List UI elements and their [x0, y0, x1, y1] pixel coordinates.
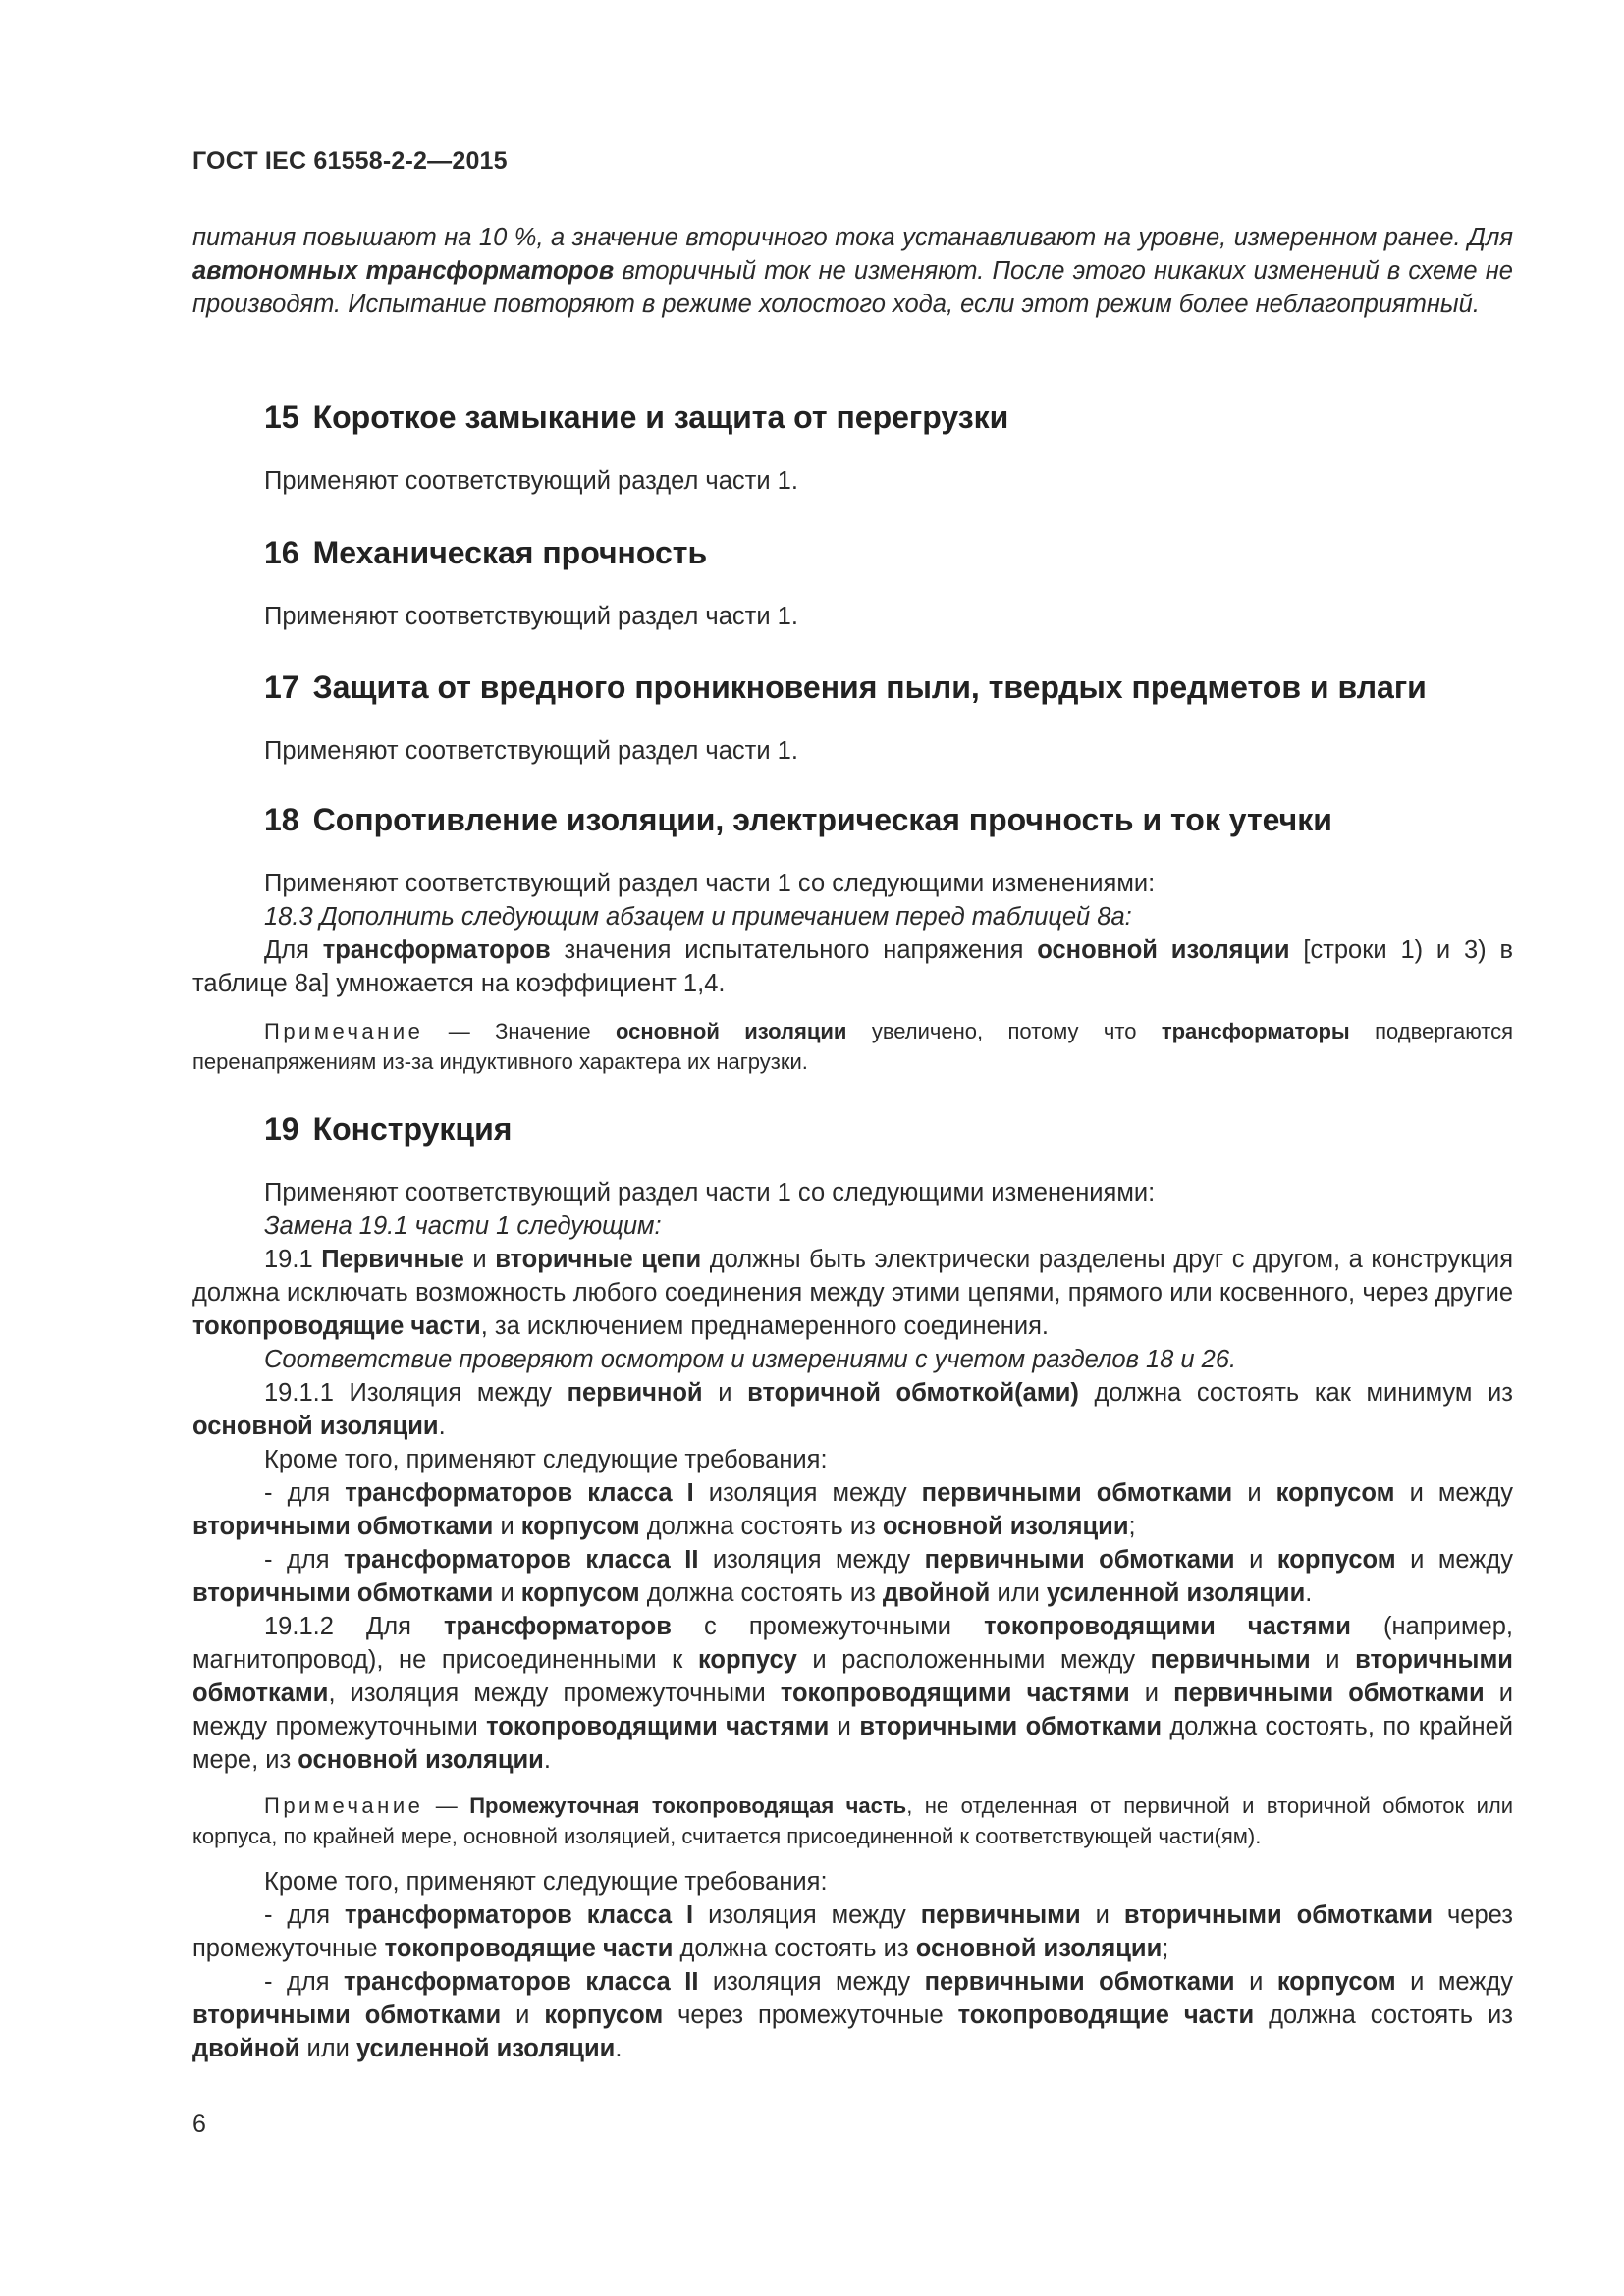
clause-19-1 — [192, 1243, 1513, 1343]
text-run: и — [1232, 1479, 1276, 1507]
text-run: или — [299, 2035, 356, 2062]
section-15 — [192, 398, 1513, 498]
section-title: Защита от вредного проникновения пыли, твердых предметов и влаги — [312, 669, 1427, 705]
text-run: вторичный ток не изменяют. После этого никаких изменений в схеме не производят. Испытание повторяют в режиме холостого хода, если этот режим более неблагоприятный. — [192, 257, 1513, 318]
term-bold: токопроводящие части — [957, 2002, 1255, 2029]
requirement-class-1 — [192, 1476, 1513, 1543]
term-bold: первичными — [920, 1901, 1081, 1929]
text-run: подвергаются перенапряжениям из-за индуктивного характера их нагрузки. — [192, 1019, 1514, 1074]
term-bold: корпусом — [520, 1513, 640, 1540]
text-run: и — [702, 1379, 748, 1407]
section-title: Сопротивление изоляции, электрическая прочность и ток утечки — [312, 802, 1332, 837]
section-17-heading — [192, 667, 1513, 707]
term-bold: первичными обмотками — [921, 1479, 1233, 1507]
section-16-text: Применяют соответствующий раздел части 1. — [264, 603, 798, 630]
term-bold: вторичными обмотками — [192, 2002, 502, 2029]
term-bold: первичными обмотками — [1173, 1680, 1485, 1707]
term-bold: вторичной обмоткой(ами) — [747, 1379, 1079, 1407]
term-bold: вторичными обмотками — [859, 1713, 1163, 1740]
text-run: — Значение — [423, 1019, 616, 1043]
term-bold: токопроводящими частями — [486, 1713, 830, 1740]
replacement-note: Замена 19.1 части 1 следующим: — [264, 1212, 662, 1240]
term-bold: вторичные цепи — [495, 1246, 702, 1273]
section-number: 19 — [264, 1111, 299, 1147]
text-run: или — [990, 1579, 1047, 1607]
section-title: Короткое замыкание и защита от перегрузки — [312, 400, 1009, 435]
text-run: . — [615, 2035, 623, 2062]
term-bold: Первичные — [321, 1246, 464, 1273]
section-title: Механическая прочность — [312, 535, 708, 570]
text-run: - для — [264, 1546, 345, 1574]
term-bold: основной изоляции — [882, 1513, 1129, 1540]
term-bold: первичными — [1150, 1646, 1311, 1674]
text-run: изоляция между — [698, 1968, 925, 1996]
term-bold: токопроводящие части — [384, 1935, 674, 1962]
text-run: должна состоять из — [639, 1513, 883, 1540]
document-code-header: ГОСТ IEC 61558-2-2—2015 — [192, 147, 508, 175]
section-18 — [192, 800, 1513, 1077]
text-run: должна состоять как минимум из — [1078, 1379, 1513, 1407]
term-bold: токопроводящими частями — [780, 1680, 1130, 1707]
text-run: и — [493, 1579, 521, 1607]
term-bold: трансформаторов класса I — [345, 1479, 694, 1507]
section-18-intro: Применяют соответствующий раздел части 1 со следующими изменениями: — [264, 870, 1156, 897]
text-run: должна состоять из — [673, 1935, 916, 1962]
text-run: и — [1310, 1646, 1356, 1674]
section-number: 17 — [264, 669, 299, 705]
compliance-check: Соответствие проверяют осмотром и измерениями с учетом разделов 18 и 26. — [264, 1346, 1237, 1373]
term-bold: корпусом — [1275, 1479, 1395, 1507]
text-run: (например, магнитопровод), не присоединенными к — [192, 1613, 1513, 1674]
term-bold: вторичными обмотками — [192, 1646, 1513, 1707]
note-label: Примечание — [264, 1019, 424, 1043]
text-run: ; — [1162, 1935, 1169, 1962]
section-number: 16 — [264, 535, 299, 570]
term-bold: трансформаторов класса I — [344, 1901, 694, 1929]
text-run: - для — [264, 1901, 345, 1929]
term-bold: корпусом — [520, 1579, 640, 1607]
text-run: Для — [264, 936, 323, 964]
term-bold: основной изоляции — [298, 1746, 544, 1774]
section-17-text: Применяют соответствующий раздел части 1. — [264, 737, 798, 765]
term-bold: трансформаторов — [322, 936, 551, 964]
section-16-heading — [192, 533, 1513, 572]
clause-18-3-text — [192, 934, 1513, 1000]
requirement-class-2 — [192, 1543, 1513, 1610]
text-run: и — [1234, 1968, 1277, 1996]
clause-19-1-1 — [192, 1376, 1513, 1443]
text-run: . — [438, 1413, 446, 1440]
section-17 — [192, 667, 1513, 768]
term-bold: токопроводящие части — [192, 1312, 481, 1340]
term-bold: усиленной изоляции — [355, 2035, 616, 2062]
section-15-heading — [192, 398, 1513, 437]
text-run: питания повышают на 10 %, а значение вторичного тока устанавливают на уровне, измеренном ранее. Для — [192, 224, 1513, 251]
term-bold: двойной — [192, 2035, 300, 2062]
text-run: 19.1 — [264, 1246, 322, 1273]
text-run: и — [501, 2002, 545, 2029]
term-bold: основной изоляции — [192, 1413, 439, 1440]
text-run: и — [1080, 1901, 1124, 1929]
section-number: 18 — [264, 802, 299, 837]
text-run: и — [493, 1513, 521, 1540]
term-bold: корпусом — [1276, 1968, 1396, 1996]
intro-paragraph — [192, 221, 1513, 321]
section-18-heading — [192, 800, 1513, 839]
term-bold: автономных трансформаторов — [192, 257, 615, 285]
text-run: - для — [264, 1479, 346, 1507]
term-bold: основной изоляции — [1037, 936, 1290, 964]
term-bold: двойной — [882, 1579, 991, 1607]
section-19-note — [192, 1790, 1513, 1851]
term-bold: трансформаторов класса II — [344, 1546, 699, 1574]
term-bold: токопроводящими частями — [984, 1613, 1351, 1640]
text-run: и — [1234, 1546, 1277, 1574]
term-bold: первичными обмотками — [924, 1968, 1235, 1996]
section-number: 15 — [264, 400, 299, 435]
text-run: увеличено, потому что — [846, 1019, 1162, 1043]
text-run: значения испытательного напряжения — [550, 936, 1038, 964]
text-run: и — [829, 1713, 860, 1740]
text-run: , изоляция между промежуточными — [328, 1680, 781, 1707]
term-bold: первичными обмотками — [924, 1546, 1235, 1574]
text-run: и между — [1395, 1546, 1513, 1574]
text-run: должна состоять из — [1254, 2002, 1513, 2029]
text-run: — — [423, 1793, 470, 1818]
text-run: и между — [1394, 1479, 1514, 1507]
text-run: - для — [264, 1968, 345, 1996]
section-19 — [192, 1109, 1513, 2065]
term-bold: Промежуточная токопроводящая часть — [469, 1793, 907, 1818]
clause-18-3: 18.3 Дополнить следующим абзацем и примечанием перед таблицей 8а: — [264, 903, 1132, 931]
text-run: должны быть электрически разделены друг с другом, а конструкция должна исключать возможность любого соединения между этими цепями, прямого или косвенного, через другие — [192, 1246, 1514, 1307]
term-bold: основной изоляции — [915, 1935, 1163, 1962]
text-run: должна состоять, по крайней мере, из — [192, 1713, 1513, 1774]
note-label: Примечание — [264, 1793, 424, 1818]
text-run: и — [1129, 1680, 1174, 1707]
term-bold: усиленной изоляции — [1046, 1579, 1306, 1607]
requirements-intro-2: Кроме того, применяют следующие требования: — [264, 1868, 828, 1896]
requirement-class-2-intermediate — [192, 1965, 1513, 2065]
text-run: изоляция между — [693, 1479, 922, 1507]
section-18-note — [192, 1016, 1513, 1077]
text-run: 19.1.1 Изоляция между — [264, 1379, 568, 1407]
text-run: и — [463, 1246, 496, 1273]
text-run: ; — [1128, 1513, 1136, 1540]
term-bold: вторичными обмотками — [1123, 1901, 1434, 1929]
text-run: через промежуточные — [663, 2002, 958, 2029]
term-bold: корпусом — [1276, 1546, 1396, 1574]
term-bold: первичной — [567, 1379, 703, 1407]
term-bold: вторичными обмотками — [192, 1513, 494, 1540]
text-run: и между промежуточными — [192, 1680, 1513, 1740]
section-15-text: Применяют соответствующий раздел части 1. — [264, 467, 798, 495]
clause-19-1-2 — [192, 1610, 1513, 1777]
term-bold: трансформаторы — [1161, 1019, 1350, 1043]
term-bold: основной изоляции — [616, 1019, 847, 1043]
section-19-heading — [192, 1109, 1513, 1148]
text-run: , за исключением преднамеренного соединения. — [480, 1312, 1049, 1340]
text-run: 19.1.2 Для — [264, 1613, 445, 1640]
section-16 — [192, 533, 1513, 633]
text-run: через промежуточные — [192, 1901, 1513, 1962]
text-run: изоляция между — [693, 1901, 921, 1929]
section-title: Конструкция — [312, 1111, 513, 1147]
text-run: должна состоять из — [639, 1579, 883, 1607]
text-run: [строки 1) и 3) в таблице 8а] умножается на коэффициент 1,4. — [192, 936, 1513, 997]
text-run: , не отделенная от первичной и вторичной обмоток или корпуса, по крайней мере, основной изоляцией, считается присоединенной к соответствующей части(ям). — [192, 1793, 1513, 1848]
section-19-intro: Применяют соответствующий раздел части 1 со следующими изменениями: — [264, 1179, 1156, 1206]
term-bold: корпусом — [544, 2002, 664, 2029]
term-bold: трансформаторов класса II — [344, 1968, 699, 1996]
requirement-class-1-intermediate — [192, 1898, 1513, 1965]
text-run: . — [543, 1746, 551, 1774]
term-bold: вторичными обмотками — [192, 1579, 494, 1607]
text-run: изоляция между — [698, 1546, 925, 1574]
intro-paragraph-block — [192, 221, 1513, 321]
text-run: с промежуточными — [671, 1613, 985, 1640]
text-run: . — [1305, 1579, 1313, 1607]
term-bold: трансформаторов — [444, 1613, 672, 1640]
page-number: 6 — [192, 2110, 206, 2138]
text-run: и между — [1395, 1968, 1513, 1996]
text-run: и расположенными между — [796, 1646, 1151, 1674]
term-bold: корпусу — [697, 1646, 797, 1674]
requirements-intro: Кроме того, применяют следующие требования: — [264, 1446, 828, 1473]
